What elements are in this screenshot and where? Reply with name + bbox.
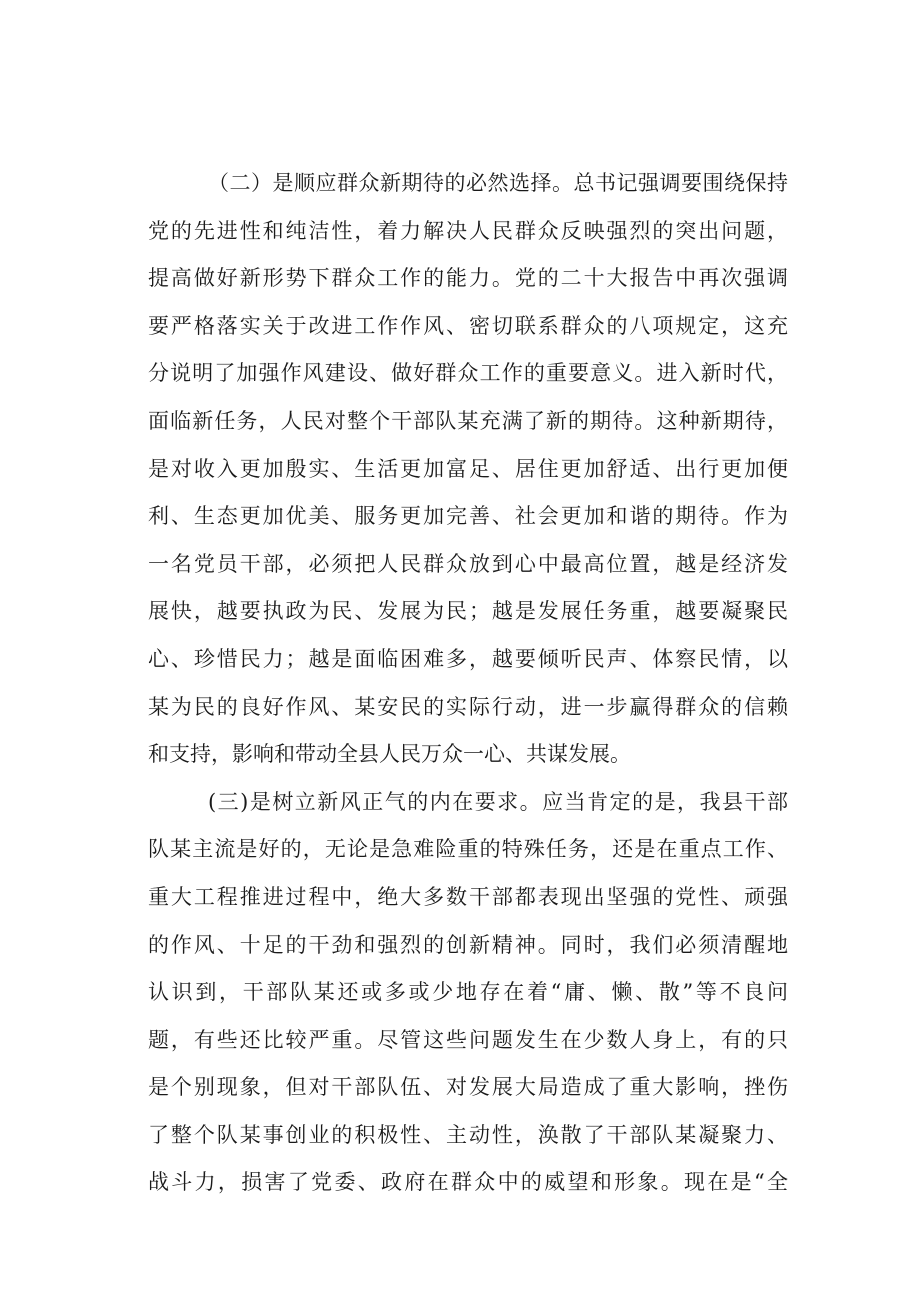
text-line: 重大工程推进过程中，绝大多数干部都表现出坚强的党性、顽强 — [148, 884, 788, 909]
document-body — [148, 160, 788, 1207]
text-line: 面临新任务，人民对整个干部队某充满了新的期待。这种新期待， — [148, 408, 788, 433]
text-line: 是对收入更加殷实、生活更加富足、居住更加舒适、出行更加便 — [148, 456, 788, 481]
paragraph-3 — [148, 779, 788, 1207]
text-line: （二）是顺应群众新期待的必然选择。总书记强调要围绕保持 — [208, 171, 788, 195]
text-line: 题，有些还比较严重。尽管这些问题发生在少数人身上，有的只 — [148, 1027, 788, 1052]
paragraph-2 — [148, 160, 788, 779]
text-line: 是个别现象，但对干部队伍、对发展大局造成了重大影响，挫伤 — [148, 1075, 788, 1100]
text-line: 利、生态更加优美、服务更加完善、社会更加和谐的期待。作为 — [148, 504, 788, 529]
text-line: (三)是树立新风正气的内在要求。应当肯定的是，我县干部 — [208, 789, 788, 814]
text-line: 提高做好新形势下群众工作的能力。党的二十大报告中再次强调 — [148, 266, 788, 291]
text-line: 的作风、十足的干劲和强烈的创新精神。同时，我们必须清醒地 — [148, 932, 788, 957]
text-line: 某为民的良好作风、某安民的实际行动，进一步赢得群众的信赖 — [148, 694, 788, 719]
text-line: 心、珍惜民力；越是面临困难多，越要倾听民声、体察民情，以 — [148, 646, 788, 671]
text-line: 了整个队某事创业的积极性、主动性，涣散了干部队某凝聚力、 — [148, 1122, 788, 1147]
text-line: 一名党员干部，必须把人民群众放到心中最高位置，越是经济发 — [148, 551, 788, 576]
text-line: 党的先进性和纯洁性，着力解决人民群众反映强烈的突出问题， — [148, 218, 788, 243]
text-line: 和支持，影响和带动全县人民万众一心、共谋发展。 — [148, 742, 631, 767]
text-line: 分说明了加强作风建设、做好群众工作的重要意义。进入新时代， — [148, 361, 788, 386]
text-line: 认识到，干部队某还或多或少地存在着“庸、懒、散”等不良问 — [148, 980, 788, 1005]
text-line: 展快，越要执政为民、发展为民；越是发展任务重，越要凝聚民 — [148, 599, 788, 624]
text-line: 战斗力，损害了党委、政府在群众中的威望和形象。现在是“全 — [148, 1170, 788, 1195]
text-line: 队某主流是好的，无论是急难险重的特殊任务，还是在重点工作、 — [148, 837, 788, 862]
text-line: 要严格落实关于改进工作作风、密切联系群众的八项规定，这充 — [148, 313, 788, 338]
